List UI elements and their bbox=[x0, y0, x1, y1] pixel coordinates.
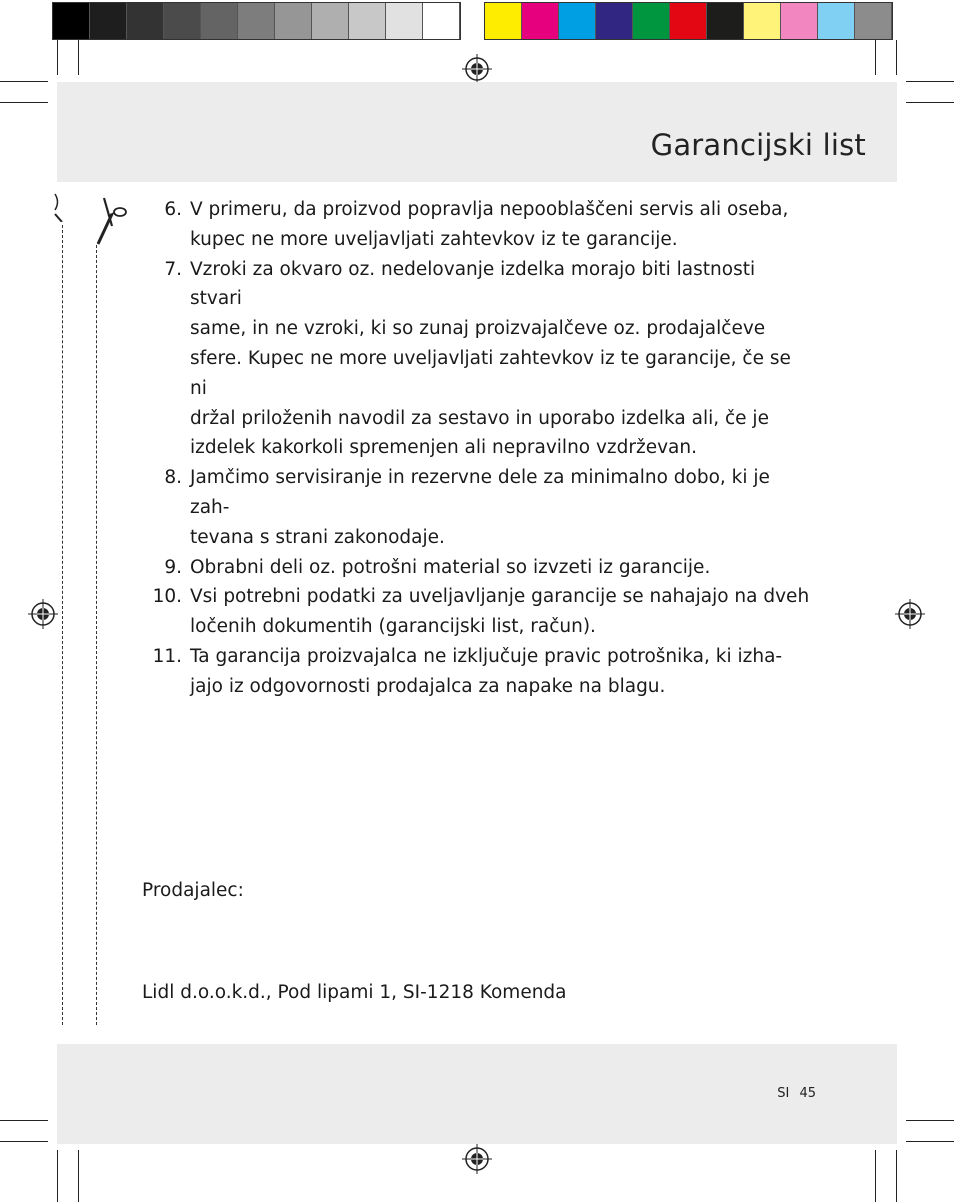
list-item-line: V primeru, da proizvod popravlja nepooblaščeni servis ali oseba, bbox=[190, 199, 789, 220]
list-item-number: 9. bbox=[164, 556, 182, 578]
process-swatch bbox=[818, 3, 855, 39]
process-swatch bbox=[559, 3, 596, 39]
list-item-number: 6. bbox=[164, 199, 182, 220]
list-item-line: Vzroki za okvaro oz. nedelovanje izdelka morajo biti lastnosti stvari bbox=[190, 258, 756, 310]
list-item bbox=[142, 195, 812, 255]
list-item-line: tevana s strani zakonodaje. bbox=[190, 526, 445, 548]
page-number bbox=[777, 1086, 816, 1101]
list-item-line: Obrabni deli oz. potrošni material so izvzeti iz garancije. bbox=[190, 556, 711, 578]
cut-line-left bbox=[62, 225, 63, 1025]
grayscale-swatch bbox=[349, 3, 386, 39]
list-item-text bbox=[184, 553, 710, 583]
process-swatch bbox=[596, 3, 633, 39]
registration-mark-icon bbox=[28, 599, 58, 629]
list-item-text bbox=[184, 582, 809, 642]
list-item-line: Jamčimo servisiranje in rezervne dele za minimalno dobo, ki je zah- bbox=[190, 467, 770, 518]
grayscale-swatch bbox=[90, 3, 127, 39]
grayscale-swatch bbox=[238, 3, 275, 39]
list-item-number: 7. bbox=[164, 258, 182, 280]
list-item-line: jajo iz odgovornosti prodajalca za napake na blagu. bbox=[190, 675, 666, 697]
list-item bbox=[142, 553, 812, 583]
process-swatch bbox=[781, 3, 818, 39]
process-swatch bbox=[744, 3, 781, 39]
grayscale-swatch bbox=[312, 3, 349, 39]
registration-mark-icon bbox=[895, 599, 925, 629]
process-swatch bbox=[633, 3, 670, 39]
list-item-number: 11. bbox=[152, 645, 182, 667]
list-item-line: Vsi potrebni podatki za uveljavljanje garancije se nahajajo na dveh bbox=[190, 586, 810, 608]
process-swatch bbox=[522, 3, 559, 39]
list-item-line: kupec ne more uveljavljati zahtevkov iz te garancije. bbox=[190, 228, 678, 250]
list-item-number: 8. bbox=[164, 467, 182, 489]
list-item-number: 10. bbox=[152, 586, 182, 608]
registration-mark-icon bbox=[462, 54, 492, 84]
list-item-text bbox=[184, 255, 812, 464]
grayscale-swatch bbox=[164, 3, 201, 39]
process-swatch bbox=[670, 3, 707, 39]
grayscale-swatch bbox=[127, 3, 164, 39]
footer-band bbox=[57, 1044, 897, 1144]
list-item-line: izdelek kakorkoli spremenjen ali nepravilno vzdrževan. bbox=[190, 437, 697, 459]
list-item-line: Ta garancija proizvajalca ne izključuje pravic potrošnika, ki izha- bbox=[190, 645, 783, 667]
list-item-text bbox=[184, 463, 812, 552]
process-swatch bbox=[707, 3, 744, 39]
language-code: SI bbox=[777, 1086, 790, 1101]
cut-line-right bbox=[96, 245, 97, 1025]
grayscale-swatch bbox=[275, 3, 312, 39]
process-swatch bbox=[855, 3, 892, 39]
list-item-line: sfere. Kupec ne more uveljavljati zahtevkov iz te garancije, če se ni bbox=[190, 347, 791, 399]
list-item-text bbox=[184, 195, 788, 255]
grayscale-swatch bbox=[423, 3, 460, 39]
list-item bbox=[142, 642, 812, 702]
list-item-text bbox=[184, 642, 782, 702]
registration-mark-icon bbox=[462, 1144, 492, 1174]
grayscale-swatch bbox=[386, 3, 423, 39]
page-title: Garancijski list bbox=[650, 128, 866, 162]
seller-address: Lidl d.o.o.k.d., Pod lipami 1, SI-1218 Komenda bbox=[142, 982, 567, 1003]
cut-edge-mark-icon bbox=[52, 192, 68, 222]
process-color-bar bbox=[484, 2, 893, 40]
list-item bbox=[142, 255, 812, 464]
list-item bbox=[142, 463, 812, 552]
list-item bbox=[142, 582, 812, 642]
list-item-line: ločenih dokumentih (garancijski list, račun). bbox=[190, 616, 596, 638]
grayscale-swatch bbox=[201, 3, 238, 39]
process-swatch bbox=[485, 3, 522, 39]
list-item-line: držal priloženih navodil za sestavo in uporabo izdelka ali, če je bbox=[190, 407, 769, 429]
page-number-value: 45 bbox=[799, 1086, 816, 1101]
warranty-conditions-list bbox=[142, 195, 812, 702]
grayscale-color-bar bbox=[52, 2, 461, 40]
grayscale-swatch bbox=[53, 3, 90, 39]
seller-label: Prodajalec: bbox=[142, 880, 244, 901]
list-item-line: same, in ne vzroki, ki so zunaj proizvajalčeve oz. prodajalčeve bbox=[190, 318, 766, 340]
scissors-icon bbox=[92, 196, 132, 246]
